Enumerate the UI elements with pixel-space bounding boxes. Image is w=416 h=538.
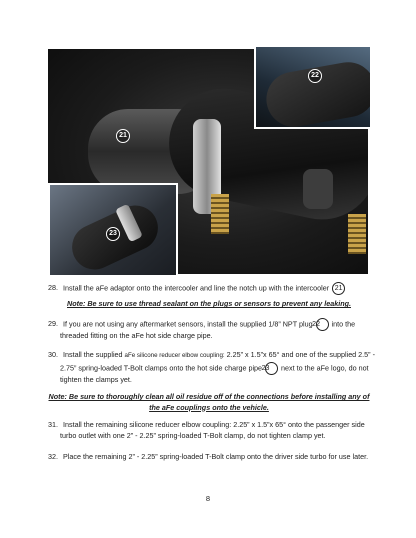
step-29: 29. If you are not using any aftermarket sensors, install the supplied 1/8” NPT plug 22 into the threaded fitting on the aFe hot side charge pipe. <box>48 319 356 340</box>
clamp-spring <box>211 194 229 234</box>
step-30: 30. Install the supplied aFe silicone reducer elbow coupling: 2.25” x 1.5”x 65° and one of the supplied 2.5” - 2.75” spring-loaded T-Bolt clamps onto the hot side charge pipe 23 next to the aFe logo, do not tighten the clamps yet. <box>48 350 375 384</box>
clamp-spring-right <box>348 214 366 254</box>
callout-21: 21 <box>116 129 130 143</box>
note-clean-residue: Note: Be sure to thoroughly clean all oil residue off of the connections before installing any of the aFe couplings onto the vehicle. <box>48 392 370 412</box>
ref-23: 23 <box>265 362 278 375</box>
inset-photo-plug <box>254 45 372 129</box>
page-number: 8 <box>205 494 211 503</box>
step-32: 32. Place the remaining 2” - 2.25” spring-loaded T-Bolt clamp onto the driver side turbo for use later. <box>48 452 369 461</box>
inset-photo-elbow <box>48 183 178 277</box>
step-28-text: Install the aFe adaptor onto the intercooler and line the notch up with the intercooler <box>63 283 330 293</box>
ref-21: 21 <box>332 282 345 295</box>
callout-22: 22 <box>308 69 322 83</box>
step-28: 28. Install the aFe adaptor onto the intercooler and line the notch up with the intercooler 21 <box>48 282 370 295</box>
callout-23: 23 <box>106 227 120 241</box>
afe-logo-mark <box>303 169 333 209</box>
ref-22: 22 <box>316 318 329 331</box>
step-31: 31. Install the remaining silicone reducer elbow coupling: 2.25” x 1.5”x 65° onto the passenger side turbo outlet with one 2” - 2.25” spring-loaded T-Bolt clamp, do not tighten clamp yet. <box>48 420 365 440</box>
note-thread-sealant: Note: Be sure to use thread sealant on the plugs or sensors to prevent any leaking. <box>67 299 351 308</box>
